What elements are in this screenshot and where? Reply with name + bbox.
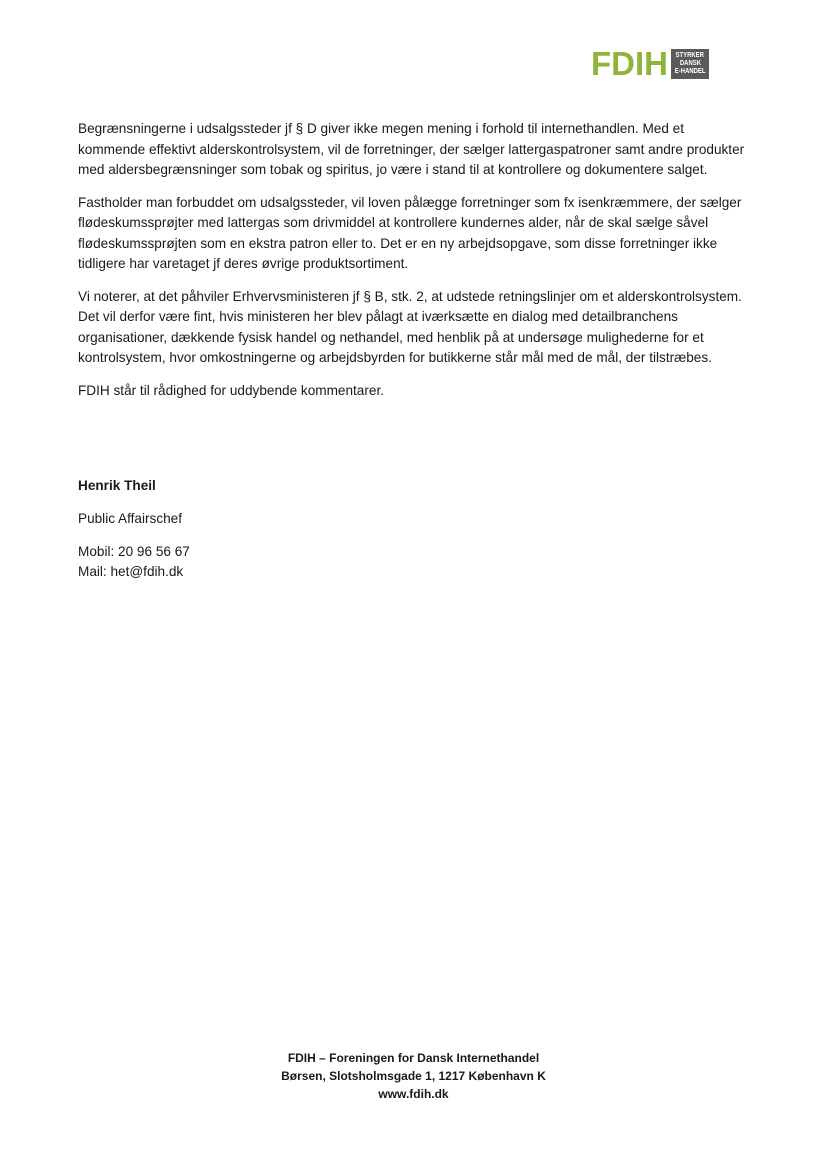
footer-organization: FDIH – Foreningen for Dansk Internethandel xyxy=(287,1051,540,1065)
logo-tagline-block xyxy=(671,49,709,79)
logo-tagline-line: E-HANDEL xyxy=(674,68,706,75)
signer-name: Henrik Theil xyxy=(78,478,156,493)
signer-phone: Mobil: 20 96 56 67 xyxy=(78,544,190,559)
letter-body xyxy=(78,119,750,413)
signature-block xyxy=(78,476,190,582)
footer-address: Børsen, Slotsholmsgade 1, 1217 København K xyxy=(281,1069,546,1083)
signer-email: Mail: het@fdih.dk xyxy=(78,564,184,579)
logo-tagline-line: DANSK xyxy=(679,60,701,67)
body-paragraph: FDIH står til rådighed for uddybende kommentarer. xyxy=(78,382,385,398)
page-footer xyxy=(0,1049,827,1103)
fdih-logo xyxy=(591,45,709,82)
logo-tagline-line: STYRKER xyxy=(675,52,705,59)
signer-title: Public Affairschef xyxy=(78,511,183,526)
footer-website: www.fdih.dk xyxy=(378,1087,449,1101)
body-paragraph: Begrænsningerne i udsalgssteder jf § D giver ikke megen mening i forhold til internethandlen. Med et kommende effektivt alderskontrolsystem, vil de forretninger, der sælger lattergaspatroner samt andre produkter med aldersbegrænsninger som tobak og spiritus, jo være i stand til at kontrollere og dokumentere salget. xyxy=(78,121,745,177)
body-paragraph: Fastholder man forbuddet om udsalgssteder, vil loven pålægge forretninger som fx isenkræmmere, der sælger flødeskumssprøjter med lattergas som drivmiddel at kontrollere kundernes alder, når de skal sælge såvel flødeskumssprøjten som en ekstra patron eller to. Det er en ny arbejdsopgave, som disse forretninger ikke tidligere har varetaget jf deres øvrige produktsortiment. xyxy=(78,194,742,271)
logo-wordmark: FDIH xyxy=(591,45,668,82)
body-paragraph: Vi noterer, at det påhviler Erhvervsministeren jf § B, stk. 2, at udstede retningslinjer om et alderskontrolsystem. Det vil derfor være fint, hvis ministeren her blev pålagt at iværksætte en dialog med detailbranchens organisationer, dækkende fysisk handel og nethandel, med henblik på at undersøge mulighederne for et kontrolsystem, hvor omkostningerne og arbejdsbyrden for butikkerne står mål med de mål, der tilstræbes. xyxy=(78,288,742,365)
